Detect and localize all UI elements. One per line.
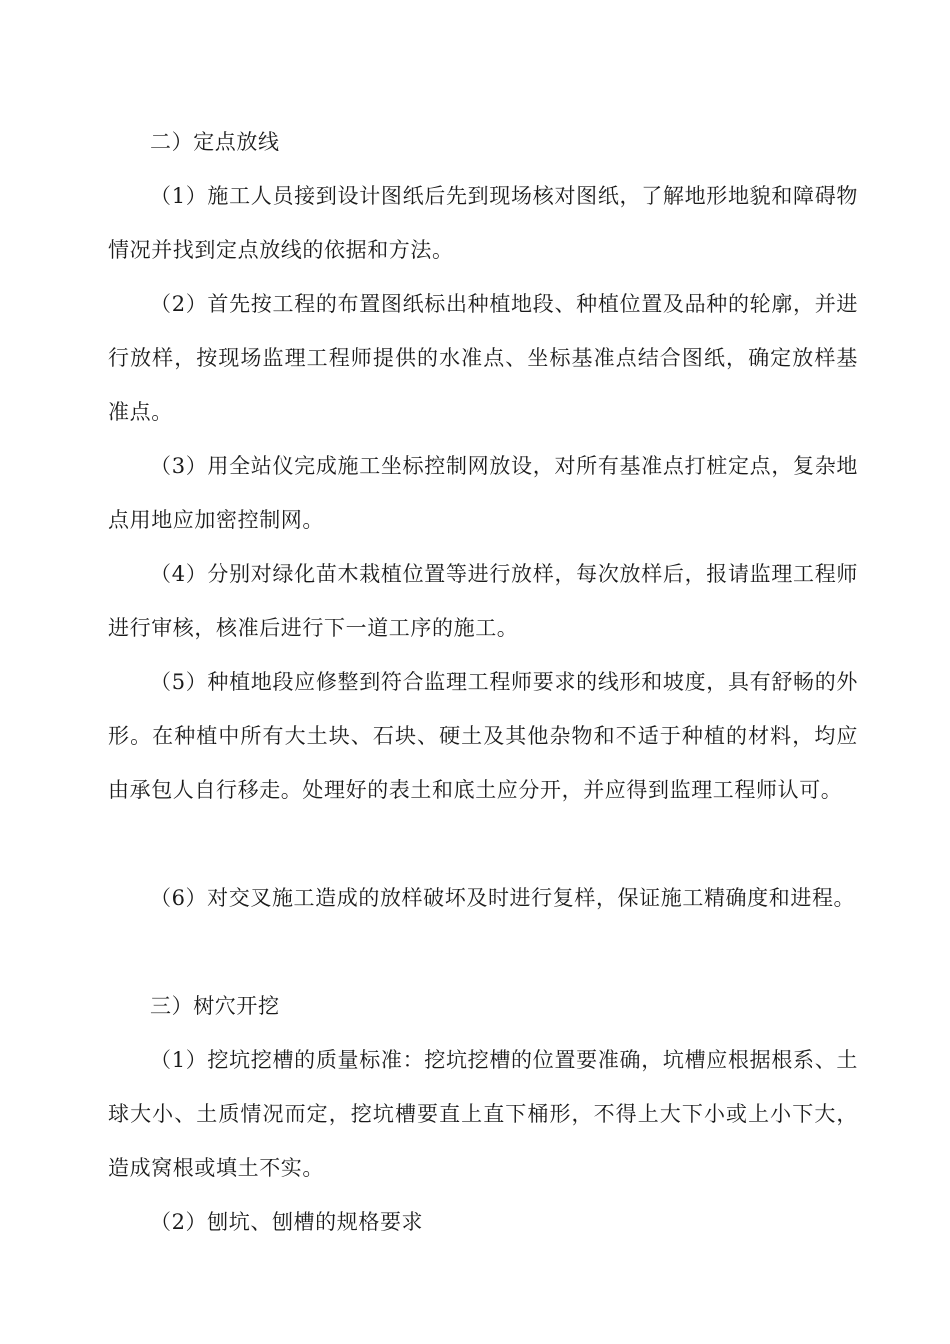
paragraph-6: （6）对交叉施工造成的放样破坏及时进行复样，保证施工精确度和进程。 bbox=[150, 886, 856, 910]
paragraph-1: （1）施工人员接到设计图纸后先到现场核对图纸，了解地形地貌和障碍物情况并找到定点放线的依据和方法。 bbox=[108, 184, 858, 262]
paragraph-8: （2）刨坑、刨槽的规格要求 bbox=[150, 1210, 424, 1234]
paragraph-7: （1）挖坑挖槽的质量标准：挖坑挖槽的位置要准确，坑槽应根据根系、土球大小、土质情况而定，挖坑槽要直上直下桶形，不得上大下小或上小下大，造成窝根或填土不实。 bbox=[108, 1048, 858, 1180]
section-heading-excavation: 三）树穴开挖 bbox=[150, 994, 280, 1018]
paragraph-5: （5）种植地段应修整到符合监理工程师要求的线形和坡度，具有舒畅的外形。在种植中所有大土块、石块、硬土及其他杂物和不适于种植的材料，均应由承包人自行移走。处理好的表土和底土应分开，并应得到监理工程师认可。 bbox=[108, 670, 858, 802]
section-heading-layout: 二）定点放线 bbox=[150, 130, 280, 154]
paragraph-2: （2）首先按工程的布置图纸标出种植地段、种植位置及品种的轮廓，并进行放样，按现场监理工程师提供的水准点、坐标基准点结合图纸，确定放样基准点。 bbox=[108, 292, 858, 424]
paragraph-3: （3）用全站仪完成施工坐标控制网放设，对所有基准点打桩定点，复杂地点用地应加密控制网。 bbox=[108, 454, 858, 532]
paragraph-4: （4）分别对绿化苗木栽植位置等进行放样，每次放样后，报请监理工程师进行审核，核准后进行下一道工序的施工。 bbox=[108, 562, 858, 640]
